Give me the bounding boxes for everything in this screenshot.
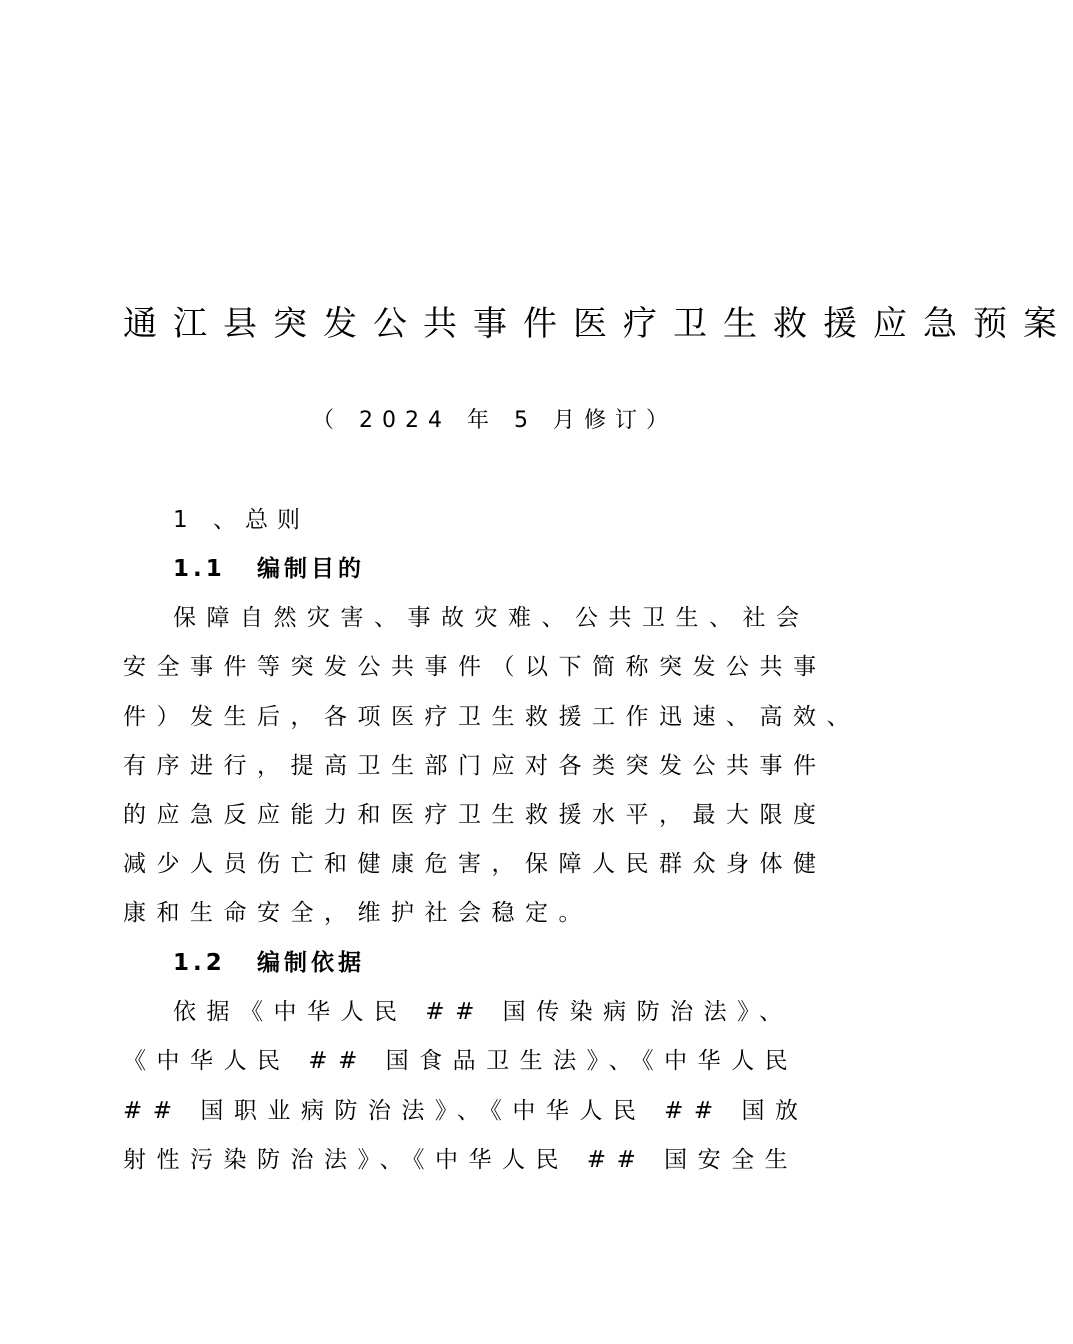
document-subtitle: （ 2024 年 5 月修订）	[312, 408, 677, 433]
paragraph-line: 依据《中华人民 ## 国传染病防治法》、	[173, 999, 793, 1025]
section-1-heading: 1 、总则	[173, 507, 309, 533]
paragraph-line: 康和生命安全，维护社会稳定。	[123, 900, 592, 926]
paragraph-line: 《中华人民 ## 国食品卫生法》、《中华人民	[123, 1048, 799, 1074]
paragraph-line: 减少人员伤亡和健康危害，保障人民群众身体健	[123, 851, 827, 877]
paragraph-line: 安全事件等突发公共事件（以下简称突发公共事	[123, 654, 827, 680]
section-1-2-number: 1.2	[173, 950, 226, 976]
paragraph-line: 保障自然灾害、事故灾难、公共卫生、社会	[173, 605, 810, 631]
section-1-2-heading	[173, 946, 365, 980]
section-1-2-title: 编制依据	[257, 950, 365, 976]
section-1-1-number: 1.1	[173, 556, 226, 582]
document-title: 通江县突发公共事件医疗卫生救援应急预案	[123, 304, 1073, 344]
section-1-1-heading	[173, 552, 365, 586]
paragraph-line: 有序进行，提高卫生部门应对各类突发公共事件	[123, 753, 827, 779]
paragraph-line: 件）发生后，各项医疗卫生救援工作迅速、高效、	[123, 704, 860, 730]
paragraph-line: 的应急反应能力和医疗卫生救援水平，最大限度	[123, 802, 827, 828]
paragraph-line: ## 国职业病防治法》、《中华人民 ## 国放	[123, 1098, 809, 1124]
section-1-1-title: 编制目的	[257, 556, 365, 582]
paragraph-line: 射性污染防治法》、《中华人民 ## 国安全生	[123, 1147, 799, 1173]
